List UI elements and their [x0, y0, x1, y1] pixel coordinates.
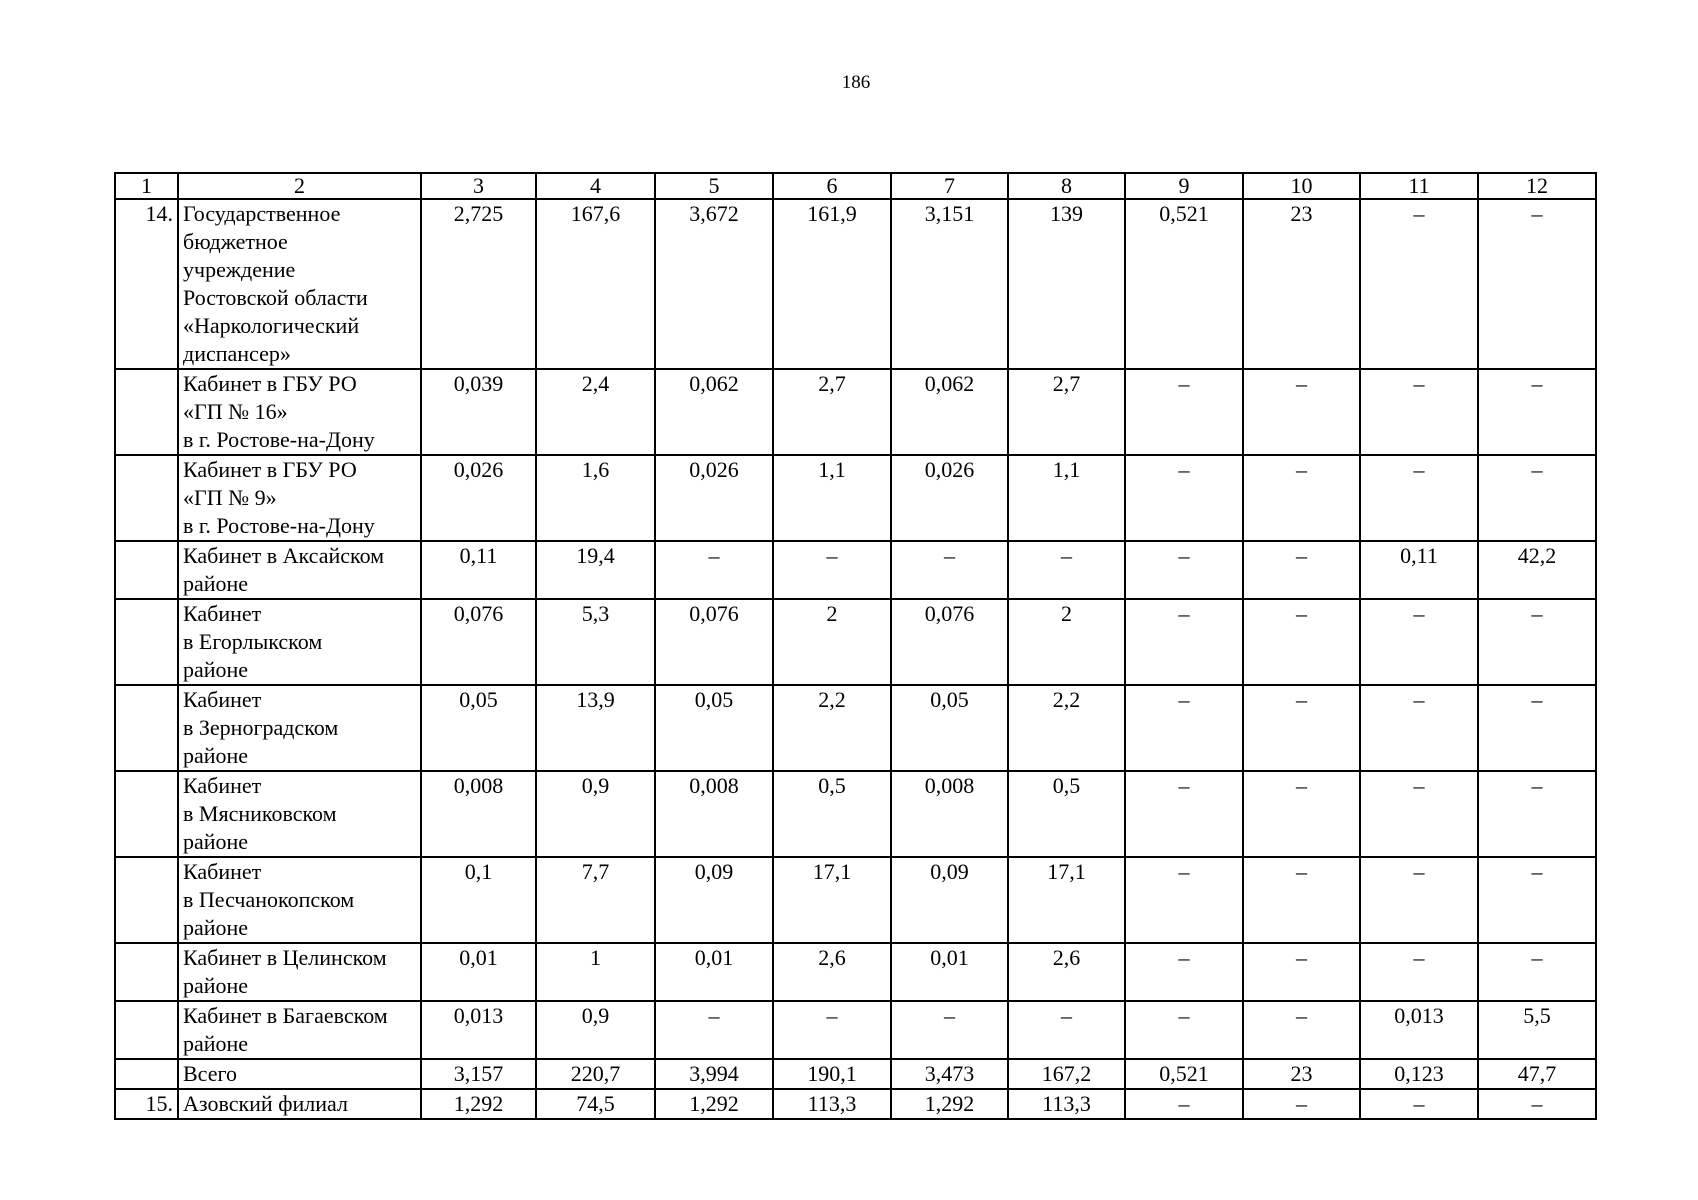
value-cell: 167,2 — [1008, 1059, 1125, 1089]
value-cell: – — [1478, 455, 1596, 541]
value-cell: 0,026 — [655, 455, 773, 541]
value-cell: 13,9 — [536, 685, 655, 771]
value-cell: 1,292 — [421, 1089, 536, 1119]
value-cell: – — [1478, 685, 1596, 771]
institution-name-line: районе — [183, 1031, 249, 1056]
value-cell: 1,1 — [773, 455, 891, 541]
value-cell: 0,521 — [1125, 1059, 1243, 1089]
institution-name-line: в г. Ростове-на-Дону — [183, 427, 375, 452]
value-cell: – — [1243, 943, 1360, 1001]
value-cell: – — [1478, 599, 1596, 685]
value-cell: 220,7 — [536, 1059, 655, 1089]
institution-name-cell — [178, 369, 421, 455]
institution-name-line: районе — [183, 829, 249, 854]
table-row — [115, 857, 1596, 943]
value-cell: 2,4 — [536, 369, 655, 455]
institution-name-line: в Егорлыкском — [183, 629, 323, 654]
institution-name-cell — [178, 857, 421, 943]
column-number-header: 7 — [891, 173, 1008, 199]
column-number-header: 5 — [655, 173, 773, 199]
table-row — [115, 369, 1596, 455]
column-number-header: 8 — [1008, 173, 1125, 199]
institution-name-line: бюджетное — [183, 229, 288, 254]
value-cell: 0,1 — [421, 857, 536, 943]
column-number-header: 12 — [1478, 173, 1596, 199]
institution-name-line: Всего — [183, 1061, 237, 1086]
institution-name-cell — [178, 771, 421, 857]
value-cell: – — [773, 1001, 891, 1059]
institution-name-line: районе — [183, 915, 249, 940]
value-cell: 0,11 — [1360, 541, 1478, 599]
table-header-row — [115, 173, 1596, 199]
institution-name-line: диспансер» — [183, 341, 291, 366]
value-cell: 0,05 — [891, 685, 1008, 771]
column-number-header: 9 — [1125, 173, 1243, 199]
table-row — [115, 541, 1596, 599]
institution-name-line: в г. Ростове-на-Дону — [183, 513, 375, 538]
value-cell: – — [1360, 943, 1478, 1001]
institution-name-line: Кабинет — [183, 687, 262, 712]
value-cell: 47,7 — [1478, 1059, 1596, 1089]
table-row — [115, 771, 1596, 857]
value-cell: 0,123 — [1360, 1059, 1478, 1089]
value-cell: – — [1243, 369, 1360, 455]
value-cell: 0,076 — [891, 599, 1008, 685]
value-cell: 113,3 — [773, 1089, 891, 1119]
value-cell: – — [1008, 541, 1125, 599]
institution-name-line: в Зерноградском — [183, 715, 339, 740]
value-cell: 0,5 — [1008, 771, 1125, 857]
value-cell: 3,473 — [891, 1059, 1008, 1089]
institution-name-line: Кабинет в ГБУ РО — [183, 371, 357, 396]
row-number-cell — [115, 943, 178, 1001]
table-row — [115, 685, 1596, 771]
institution-name-cell — [178, 599, 421, 685]
institution-name-line: Кабинет — [183, 773, 262, 798]
value-cell: 0,076 — [421, 599, 536, 685]
row-number-cell — [115, 857, 178, 943]
value-cell: – — [1125, 943, 1243, 1001]
row-number-cell — [115, 771, 178, 857]
value-cell: – — [1125, 541, 1243, 599]
institution-name-line: Кабинет — [183, 601, 262, 626]
value-cell: – — [1125, 455, 1243, 541]
value-cell: – — [1243, 771, 1360, 857]
value-cell: 190,1 — [773, 1059, 891, 1089]
value-cell: 1,292 — [655, 1089, 773, 1119]
value-cell: – — [891, 541, 1008, 599]
value-cell: – — [773, 541, 891, 599]
value-cell: 0,9 — [536, 771, 655, 857]
value-cell: – — [655, 541, 773, 599]
institution-name-line: «ГП № 9» — [183, 485, 277, 510]
value-cell: 161,9 — [773, 199, 891, 369]
value-cell: 0,09 — [891, 857, 1008, 943]
value-cell: – — [1243, 857, 1360, 943]
value-cell: – — [1478, 771, 1596, 857]
institution-name-line: «Наркологический — [183, 313, 360, 338]
value-cell: 17,1 — [773, 857, 891, 943]
value-cell: 139 — [1008, 199, 1125, 369]
value-cell: – — [1125, 599, 1243, 685]
value-cell: 3,994 — [655, 1059, 773, 1089]
value-cell: – — [1360, 369, 1478, 455]
value-cell: 5,5 — [1478, 1001, 1596, 1059]
row-number-cell — [115, 599, 178, 685]
value-cell: 1,6 — [536, 455, 655, 541]
row-number-cell — [115, 685, 178, 771]
value-cell: – — [1243, 1089, 1360, 1119]
institution-name-cell — [178, 1089, 421, 1119]
value-cell: 0,01 — [421, 943, 536, 1001]
value-cell: – — [1360, 685, 1478, 771]
value-cell: – — [891, 1001, 1008, 1059]
value-cell: – — [1360, 771, 1478, 857]
institution-name-line: районе — [183, 743, 249, 768]
column-number-header: 3 — [421, 173, 536, 199]
value-cell: 5,3 — [536, 599, 655, 685]
value-cell: – — [1125, 1001, 1243, 1059]
data-table — [114, 172, 1597, 1120]
table-row — [115, 1089, 1596, 1119]
value-cell: 3,157 — [421, 1059, 536, 1089]
value-cell: 0,008 — [655, 771, 773, 857]
value-cell: 0,05 — [421, 685, 536, 771]
institution-name-cell — [178, 685, 421, 771]
value-cell: – — [1360, 199, 1478, 369]
value-cell: 2 — [773, 599, 891, 685]
value-cell: – — [1243, 599, 1360, 685]
value-cell: 0,05 — [655, 685, 773, 771]
institution-name-line: Азовский филиал — [183, 1091, 348, 1116]
institution-name-line: Ростовской области — [183, 285, 368, 310]
value-cell: 2 — [1008, 599, 1125, 685]
value-cell: 2,6 — [773, 943, 891, 1001]
column-number-header: 2 — [178, 173, 421, 199]
value-cell: 0,11 — [421, 541, 536, 599]
value-cell: 0,09 — [655, 857, 773, 943]
value-cell: 0,026 — [421, 455, 536, 541]
value-cell: 0,01 — [655, 943, 773, 1001]
institution-name-line: Кабинет в Аксайском — [183, 543, 385, 568]
row-number-cell: 15. — [115, 1089, 178, 1119]
value-cell: 113,3 — [1008, 1089, 1125, 1119]
column-number-header: 10 — [1243, 173, 1360, 199]
value-cell: 1,1 — [1008, 455, 1125, 541]
value-cell: 0,076 — [655, 599, 773, 685]
institution-name-line: Государственное — [183, 201, 341, 226]
page-number: 186 — [841, 72, 871, 93]
value-cell: 3,672 — [655, 199, 773, 369]
institution-name-line: Кабинет — [183, 859, 262, 884]
row-number-cell — [115, 1059, 178, 1089]
table-row — [115, 1059, 1596, 1089]
value-cell: – — [1478, 943, 1596, 1001]
value-cell: 0,013 — [421, 1001, 536, 1059]
value-cell: 167,6 — [536, 199, 655, 369]
institution-name-line: Кабинет в Целинском — [183, 945, 387, 970]
value-cell: – — [1125, 1089, 1243, 1119]
institution-name-line: районе — [183, 973, 249, 998]
institution-name-cell — [178, 1001, 421, 1059]
value-cell: 0,062 — [655, 369, 773, 455]
institution-name-line: Кабинет в Багаевском — [183, 1003, 388, 1028]
institution-name-cell — [178, 1059, 421, 1089]
value-cell: 0,026 — [891, 455, 1008, 541]
value-cell: – — [1243, 541, 1360, 599]
table-row — [115, 199, 1596, 369]
value-cell: 0,062 — [891, 369, 1008, 455]
value-cell: 0,039 — [421, 369, 536, 455]
value-cell: – — [1243, 455, 1360, 541]
value-cell: 1 — [536, 943, 655, 1001]
value-cell: – — [1360, 599, 1478, 685]
value-cell: 42,2 — [1478, 541, 1596, 599]
value-cell: – — [655, 1001, 773, 1059]
institution-name-line: в Песчанокопском — [183, 887, 355, 912]
table-row — [115, 943, 1596, 1001]
value-cell: – — [1360, 857, 1478, 943]
value-cell: – — [1125, 369, 1243, 455]
value-cell: 23 — [1243, 199, 1360, 369]
row-number-cell — [115, 541, 178, 599]
institution-name-line: в Мясниковском — [183, 801, 337, 826]
institution-name-line: «ГП № 16» — [183, 399, 288, 424]
institution-name-cell — [178, 199, 421, 369]
value-cell: – — [1360, 455, 1478, 541]
value-cell: 3,151 — [891, 199, 1008, 369]
value-cell: 2,7 — [773, 369, 891, 455]
institution-name-line: Кабинет в ГБУ РО — [183, 457, 357, 482]
column-number-header: 4 — [536, 173, 655, 199]
institution-name-cell — [178, 455, 421, 541]
value-cell: – — [1478, 369, 1596, 455]
value-cell: 2,725 — [421, 199, 536, 369]
value-cell: 0,5 — [773, 771, 891, 857]
institution-name-line: учреждение — [183, 257, 296, 282]
value-cell: – — [1125, 771, 1243, 857]
column-number-header: 1 — [115, 173, 178, 199]
value-cell: 0,01 — [891, 943, 1008, 1001]
row-number-cell — [115, 1001, 178, 1059]
table-row — [115, 1001, 1596, 1059]
value-cell: – — [1243, 685, 1360, 771]
column-number-header: 11 — [1360, 173, 1478, 199]
value-cell: 74,5 — [536, 1089, 655, 1119]
value-cell: – — [1008, 1001, 1125, 1059]
row-number-cell — [115, 369, 178, 455]
row-number-cell — [115, 455, 178, 541]
value-cell: – — [1243, 1001, 1360, 1059]
row-number-cell: 14. — [115, 199, 178, 369]
value-cell: 2,7 — [1008, 369, 1125, 455]
value-cell: – — [1478, 1089, 1596, 1119]
value-cell: 0,521 — [1125, 199, 1243, 369]
value-cell: – — [1360, 1089, 1478, 1119]
value-cell: 19,4 — [536, 541, 655, 599]
value-cell: – — [1478, 857, 1596, 943]
value-cell: 0,013 — [1360, 1001, 1478, 1059]
value-cell: 2,2 — [1008, 685, 1125, 771]
institution-name-line: районе — [183, 657, 249, 682]
value-cell: – — [1125, 857, 1243, 943]
value-cell: 0,008 — [421, 771, 536, 857]
table-row — [115, 599, 1596, 685]
institution-name-cell — [178, 541, 421, 599]
value-cell: 0,008 — [891, 771, 1008, 857]
institution-name-line: районе — [183, 571, 249, 596]
institution-name-cell — [178, 943, 421, 1001]
value-cell: 2,2 — [773, 685, 891, 771]
value-cell: 1,292 — [891, 1089, 1008, 1119]
value-cell: – — [1125, 685, 1243, 771]
table-row — [115, 455, 1596, 541]
column-number-header: 6 — [773, 173, 891, 199]
value-cell: 2,6 — [1008, 943, 1125, 1001]
value-cell: 0,9 — [536, 1001, 655, 1059]
value-cell: 7,7 — [536, 857, 655, 943]
value-cell: 17,1 — [1008, 857, 1125, 943]
value-cell: – — [1478, 199, 1596, 369]
value-cell: 23 — [1243, 1059, 1360, 1089]
